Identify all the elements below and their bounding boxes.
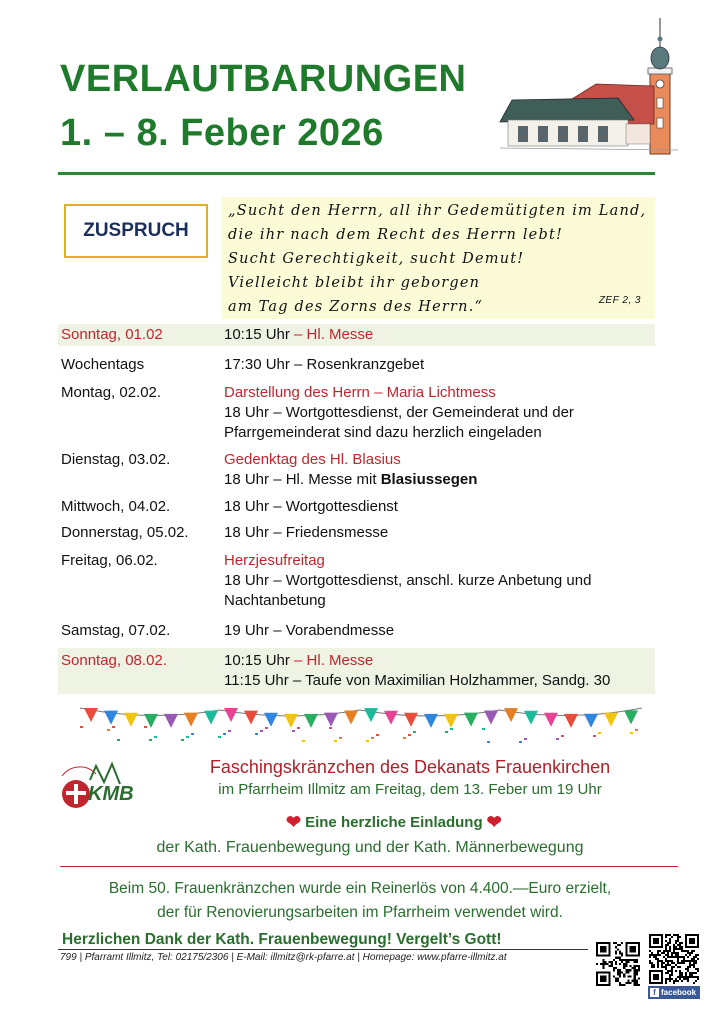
kmb-logo [56,760,140,824]
invitation-line [286,812,546,833]
confetti-piece [117,739,120,741]
proceeds-usage-line: der für Renovierungsarbeiten im Pfarrheim verwendet wird. [157,904,563,921]
schedule-row-wednesday [58,497,655,517]
schedule-entry: 18 Uhr – Friedensmesse [224,524,389,541]
footer-divider [58,949,588,950]
quote-line: am Tag des Zorns des Herrn.“ [228,299,484,315]
entry-line [224,470,654,490]
confetti-piece [265,727,268,729]
schedule-day: Donnerstag, 05.02. [61,524,189,541]
confetti-piece [191,733,194,735]
schedule-entry: 18 Uhr – Wortgottesdienst [224,498,398,515]
confetti-piece [413,731,416,733]
date-range-title: 1. – 8. Feber 2026 [60,112,384,154]
confetti-piece [598,732,601,734]
garland-flag [124,713,138,727]
zuspruch-label: ZUSPRUCH [83,220,189,241]
entry-line: 18 Uhr – Wortgottesdienst, anschl. kurze Anbetung und [224,572,592,589]
confetti-piece [482,728,485,730]
schedule-entry [224,651,654,691]
confetti-piece [292,730,295,732]
schedule-row-saturday [58,621,655,641]
entry-line: 18 Uhr – Wortgottesdienst, der Gemeinderat und der [224,404,574,421]
quote-line: die ihr nach dem Recht des Herrn lebt! [228,227,563,243]
bible-quote [222,197,655,319]
schedule-day: Samstag, 07.02. [61,622,171,639]
schedule-row-friday [58,551,655,611]
schedule-entry: 19 Uhr – Vorabendmesse [224,622,395,639]
garland-flag [384,711,398,725]
confetti-piece [223,733,226,735]
schedule-day: Sonntag, 01.02 [61,326,163,343]
garland-flag [144,714,158,728]
confetti-piece [445,731,448,733]
confetti-piece [334,740,337,742]
confetti-piece [371,737,374,739]
confetti-piece [408,734,411,736]
garland-flag [324,713,338,727]
confetti-piece [144,726,147,728]
confetti-piece [593,735,596,737]
confetti-piece [181,739,184,741]
garland-flag [304,714,318,728]
confetti-piece [519,741,522,743]
entry-line [224,651,654,671]
quote-line: Sucht Gerechtigkeit, sucht Demut! [228,251,525,267]
confetti-piece [149,739,152,741]
section-divider [60,866,678,867]
kmb-letters: KMB [88,783,134,805]
confetti-piece [186,736,189,738]
entry-event: – Hl. Messe [289,326,374,343]
garland-flag [444,714,458,728]
confetti-piece [329,727,332,729]
hearts-icon: ❤ [286,812,302,832]
schedule-day: Dienstag, 03.02. [61,451,171,468]
schedule-day: Montag, 02.02. [61,384,162,401]
garland-flag [504,708,518,722]
qr-code-icon[interactable] [596,942,640,986]
schedule-day: Sonntag, 08.02. [61,652,167,669]
garland-flag [464,713,478,727]
feast-name: Gedenktag des Hl. Blasius [224,451,401,468]
church-illustration [498,14,688,164]
quote-line: „Sucht den Herrn, all ihr Gedemütigten im Land, [228,203,647,219]
entry-time: 10:15 Uhr [224,652,290,669]
garland-flag [624,710,638,724]
garland-flag [184,713,198,727]
fasching-hosts: der Kath. Frauenbewegung und der Kath. Männerbewegung [156,839,584,856]
garland-flag [224,708,238,722]
schedule-row-thursday [58,523,655,543]
garland-flag [344,711,358,725]
confetti-piece [260,730,263,732]
schedule-entry: 17:30 Uhr – Rosenkranzgebet [224,356,425,373]
confetti-piece [297,727,300,729]
schedule-entry [224,383,654,443]
garland-flag [564,714,578,728]
garland-flag [404,713,418,727]
confetti-piece [218,736,221,738]
schedule-day: Mittwoch, 04.02. [61,498,171,515]
confetti-piece [107,729,110,731]
garland-flag [264,713,278,727]
confetti-piece [403,737,406,739]
garland-flag [424,714,438,728]
confetti-piece [154,736,157,738]
feast-name: Darstellung des Herrn – Maria Lichtmess [224,384,496,401]
schedule-day: Freitag, 06.02. [61,552,158,569]
invitation-text: Eine herzliche Einladung [305,814,483,831]
confetti-piece [80,726,83,728]
confetti-piece [228,730,231,732]
entry-bold: Blasiussegen [380,471,478,488]
confetti-piece [487,741,490,743]
entry-event: – Hl. Messe [289,652,374,669]
entry-time: 10:15 Uhr [224,326,290,343]
garland-flag [484,710,498,724]
garland-flag [604,713,618,727]
garland-flag [524,711,538,725]
schedule-entry [224,450,654,490]
confetti-piece [112,726,115,728]
page-title: VERLAUTBARUNGEN [60,58,467,100]
facebook-label: facebook [661,988,697,997]
quote-line: Vielleicht bleibt ihr geborgen [228,275,481,291]
confetti-piece [556,738,559,740]
fasching-details: im Pfarrheim Illmitz am Freitag, dem 13. Feber um 19 Uhr [218,781,602,798]
garland-flag [244,711,258,725]
confetti-piece [524,738,527,740]
garland-flag [164,714,178,728]
qr-code-facebook-icon[interactable] [648,934,700,984]
garland-flag [544,713,558,727]
feast-name: Herzjesufreitag [224,552,325,569]
entry-line: 11:15 Uhr – Taufe von Maximilian Holzhammer, Sandg. 30 [224,672,611,689]
garland-flag [204,711,218,725]
schedule-entry [224,551,654,611]
schedule-entry [224,325,654,345]
entry-line: Pfarrgemeinderat sind dazu herzlich eingeladen [224,424,542,441]
confetti-piece [255,733,258,735]
confetti-piece [561,735,564,737]
schedule-row-sunday-0802 [58,648,655,694]
garland-flag [104,711,118,725]
garland-flag [284,714,298,728]
facebook-badge[interactable] [648,986,700,999]
header-divider [58,172,655,175]
schedule-row-weekdays [58,355,655,375]
garland-flag [84,708,98,722]
proceeds-line: Beim 50. Frauenkränzchen wurde ein Reinerlös von 4.400.—Euro erzielt, [108,880,612,897]
schedule-day: Wochentags [61,356,145,373]
thanks-line: Herzlichen Dank der Kath. Frauenbewegung! Vergelt’s Gott! [62,931,502,948]
hearts-icon: ❤ [486,812,502,832]
quote-reference: ZEF 2, 3 [598,295,641,306]
confetti-piece [339,737,342,739]
garland-flag [364,708,378,722]
schedule-row-tuesday [58,450,655,490]
entry-line: Nachtanbetung [224,592,326,609]
confetti-piece [366,740,369,742]
confetti-piece [450,728,453,730]
confetti-piece [376,734,379,736]
garland-flag [584,714,598,728]
confetti-piece [635,729,638,731]
fasching-title: Faschingskränzchen des Dekanats Frauenkirchen [209,757,611,777]
schedule-row-sunday-0102 [58,324,655,346]
facebook-icon: f [650,988,659,997]
confetti-piece [630,732,633,734]
entry-text: 18 Uhr – Hl. Messe mit [224,471,381,488]
footer-contact: 799 | Pfarramt Illmitz, Tel: 02175/2306 | E-Mail: illmitz@rk-pfarre.at | Homepage: www.pfarre-illmitz.at [60,952,507,963]
zuspruch-label-box [64,204,208,258]
confetti-piece [302,740,305,742]
schedule-row-monday [58,383,655,443]
carnival-garland [80,702,642,744]
